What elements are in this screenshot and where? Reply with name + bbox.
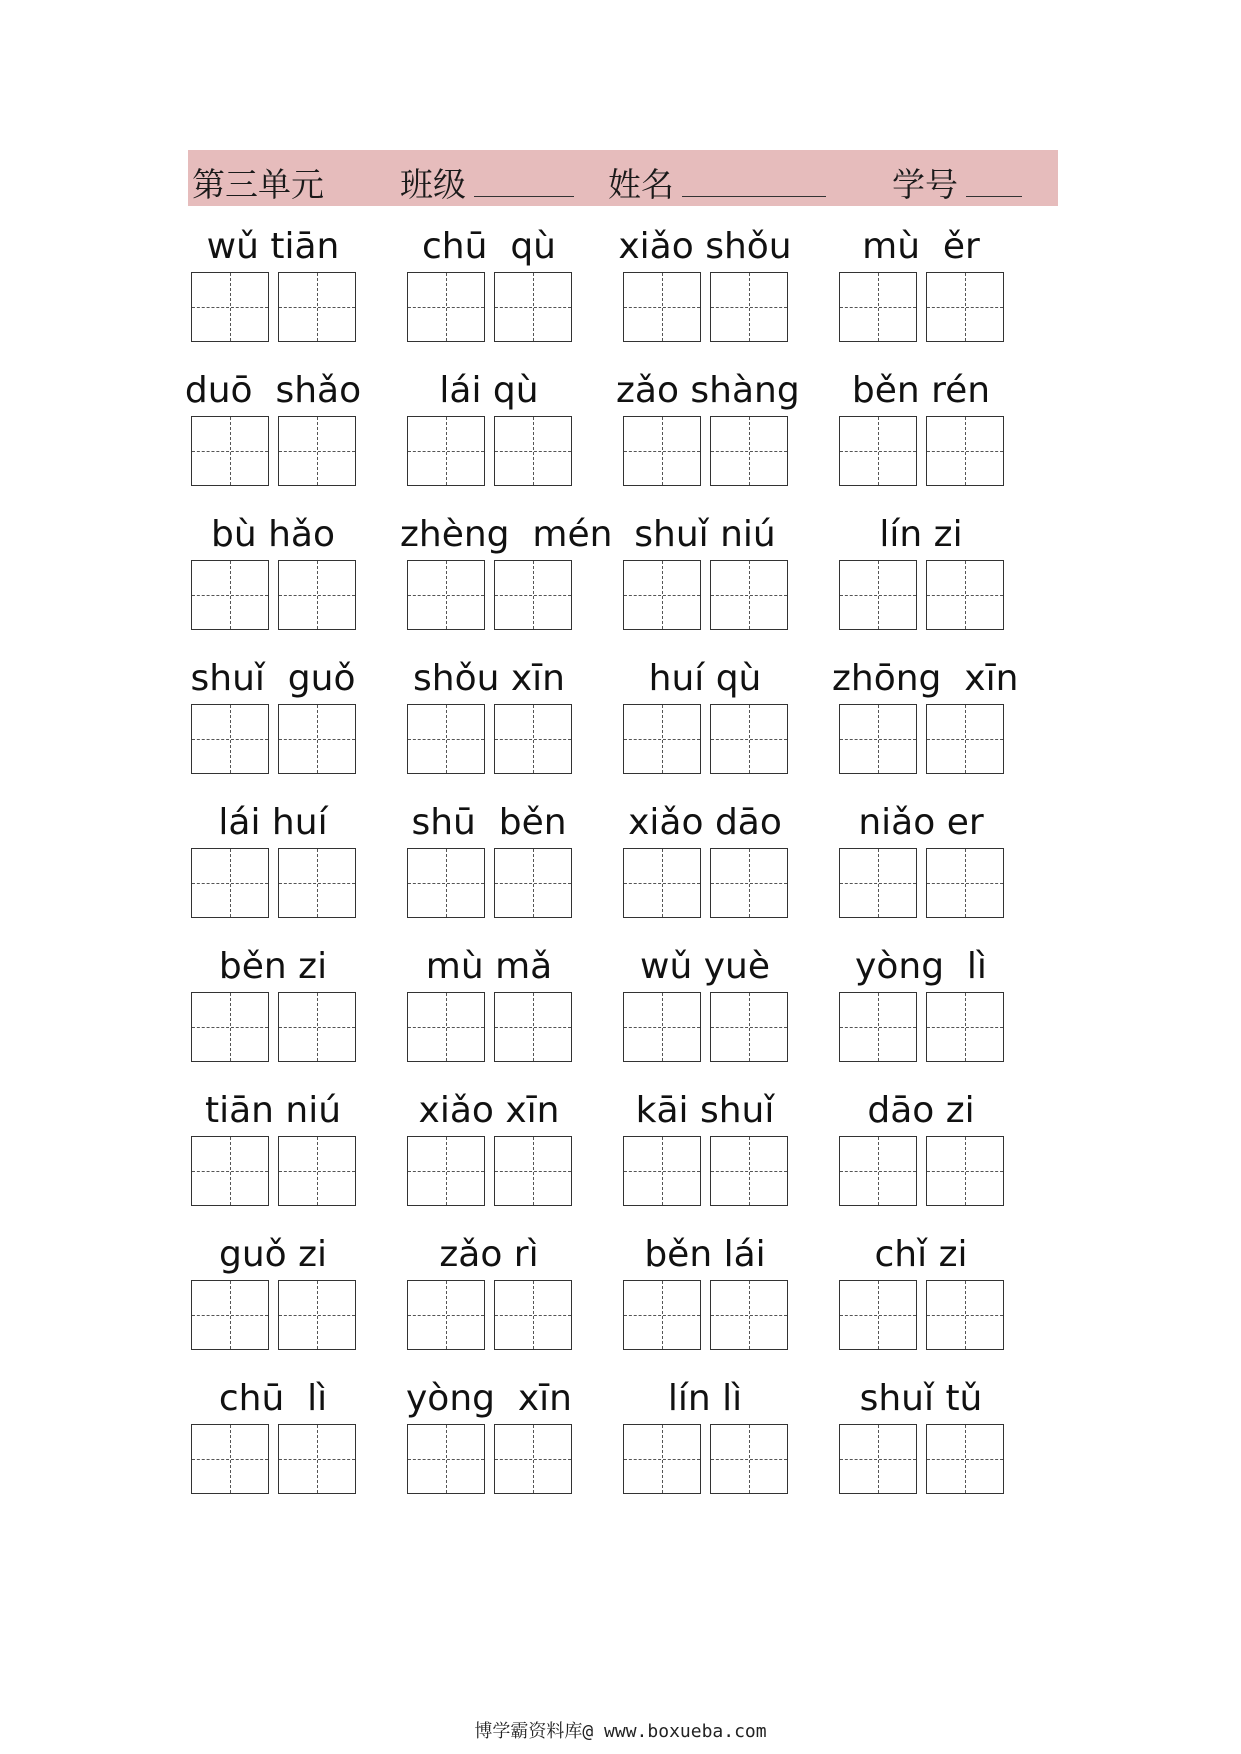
tianzige-box[interactable] xyxy=(191,272,269,342)
tianzige-box[interactable] xyxy=(494,1280,572,1350)
writing-boxes xyxy=(407,992,572,1064)
tianzige-box[interactable] xyxy=(623,848,701,918)
word-row xyxy=(188,1086,1068,1230)
word-cell xyxy=(616,366,836,510)
word-cell xyxy=(404,654,620,798)
pinyin-label: niǎo er xyxy=(858,802,984,843)
pinyin-label: wǔ tiān xyxy=(206,226,340,267)
tianzige-box[interactable] xyxy=(710,848,788,918)
tianzige-box[interactable] xyxy=(926,992,1004,1062)
word-row xyxy=(184,366,1068,510)
pinyin-label: yòng lì xyxy=(855,946,987,987)
tianzige-box[interactable] xyxy=(926,272,1004,342)
pinyin-label: xiǎo dāo xyxy=(628,802,782,843)
pinyin-label: běn rén xyxy=(851,370,991,411)
word-cell xyxy=(400,510,620,654)
tianzige-box[interactable] xyxy=(839,1280,917,1350)
writing-boxes xyxy=(623,560,788,632)
tianzige-box[interactable] xyxy=(710,416,788,486)
word-cell xyxy=(404,1230,620,1374)
writing-boxes xyxy=(839,992,1004,1064)
writing-boxes xyxy=(623,704,788,776)
word-cell xyxy=(620,798,836,942)
pinyin-label: shuǐ tǔ xyxy=(859,1378,983,1419)
name-blank[interactable] xyxy=(682,196,826,197)
word-cell xyxy=(836,1230,1052,1374)
word-cell xyxy=(836,942,1052,1086)
tianzige-box[interactable] xyxy=(623,1424,701,1494)
pinyin-label: zǎo shàng xyxy=(616,370,800,411)
writing-boxes xyxy=(191,560,356,632)
pinyin-label: shū běn xyxy=(411,802,567,843)
pinyin-label: shuǐ niú xyxy=(634,514,776,555)
word-cell xyxy=(832,654,1052,798)
word-cell xyxy=(620,222,836,366)
pinyin-grid xyxy=(184,222,1068,1518)
word-cell xyxy=(188,798,404,942)
pinyin-label: chǐ zi xyxy=(874,1234,968,1275)
tianzige-box[interactable] xyxy=(407,1136,485,1206)
tianzige-box[interactable] xyxy=(839,416,917,486)
word-cell xyxy=(836,1374,1052,1518)
pinyin-label: kāi shuǐ xyxy=(635,1090,775,1131)
word-cell xyxy=(404,366,620,510)
tianzige-box[interactable] xyxy=(191,1136,269,1206)
tianzige-box[interactable] xyxy=(710,560,788,630)
tianzige-box[interactable] xyxy=(623,992,701,1062)
worksheet-header xyxy=(188,150,1058,206)
word-row xyxy=(188,1374,1068,1518)
word-cell xyxy=(836,222,1052,366)
word-cell xyxy=(188,654,404,798)
pinyin-label: zǎo rì xyxy=(439,1234,539,1275)
pinyin-label: duō shǎo xyxy=(184,370,362,411)
writing-boxes xyxy=(839,1280,1004,1352)
pinyin-label: shǒu xīn xyxy=(413,658,565,699)
writing-boxes xyxy=(191,1424,356,1496)
tianzige-box[interactable] xyxy=(191,1280,269,1350)
tianzige-box[interactable] xyxy=(278,272,356,342)
word-cell xyxy=(404,798,620,942)
pinyin-label: lín zi xyxy=(879,514,963,555)
tianzige-box[interactable] xyxy=(278,416,356,486)
pinyin-label: chū qù xyxy=(422,226,556,267)
tianzige-box[interactable] xyxy=(407,704,485,774)
tianzige-box[interactable] xyxy=(278,560,356,630)
tianzige-box[interactable] xyxy=(407,1424,485,1494)
tianzige-box[interactable] xyxy=(494,416,572,486)
footer-watermark: 博学霸资料库@ www.boxueba.com xyxy=(474,1721,767,1742)
tianzige-box[interactable] xyxy=(926,704,1004,774)
word-cell xyxy=(620,1086,836,1230)
writing-boxes xyxy=(839,1424,1004,1496)
word-cell xyxy=(404,1374,620,1518)
word-row xyxy=(188,1230,1068,1374)
tianzige-box[interactable] xyxy=(926,1280,1004,1350)
pinyin-label: bù hǎo xyxy=(210,514,335,555)
pinyin-label: tiān niú xyxy=(204,1090,342,1131)
writing-boxes xyxy=(407,1424,572,1496)
writing-boxes xyxy=(623,1280,788,1352)
word-row xyxy=(188,654,1068,798)
tianzige-box[interactable] xyxy=(710,1280,788,1350)
tianzige-box[interactable] xyxy=(407,848,485,918)
tianzige-box[interactable] xyxy=(710,992,788,1062)
pinyin-label: guǒ zi xyxy=(218,1234,328,1275)
pinyin-label: shuǐ guǒ xyxy=(190,658,356,699)
tianzige-box[interactable] xyxy=(623,1280,701,1350)
word-cell xyxy=(188,1230,404,1374)
pinyin-label: xiǎo xīn xyxy=(418,1090,560,1131)
tianzige-box[interactable] xyxy=(926,848,1004,918)
tianzige-box[interactable] xyxy=(623,272,701,342)
pinyin-label: běn lái xyxy=(644,1234,766,1275)
tianzige-box[interactable] xyxy=(278,1136,356,1206)
word-cell xyxy=(188,222,404,366)
tianzige-box[interactable] xyxy=(710,1424,788,1494)
tianzige-box[interactable] xyxy=(407,560,485,630)
tianzige-box[interactable] xyxy=(710,272,788,342)
id-blank[interactable] xyxy=(966,196,1022,197)
writing-boxes xyxy=(839,848,1004,920)
word-cell xyxy=(620,510,836,654)
pinyin-label: zhōng xīn xyxy=(832,658,1019,699)
tianzige-box[interactable] xyxy=(494,704,572,774)
word-cell xyxy=(184,366,404,510)
word-cell xyxy=(188,942,404,1086)
tianzige-box[interactable] xyxy=(278,992,356,1062)
word-row xyxy=(188,222,1068,366)
writing-boxes xyxy=(623,1424,788,1496)
pinyin-label: xiǎo shǒu xyxy=(618,226,792,267)
word-cell xyxy=(188,1374,404,1518)
tianzige-box[interactable] xyxy=(278,848,356,918)
pinyin-label: dāo zi xyxy=(867,1090,975,1131)
pinyin-label: lín lì xyxy=(667,1378,743,1419)
pinyin-label: běn zi xyxy=(218,946,328,987)
tianzige-box[interactable] xyxy=(926,560,1004,630)
word-cell xyxy=(836,1086,1052,1230)
name-label: 姓名 xyxy=(608,165,674,204)
writing-boxes xyxy=(839,1136,1004,1208)
writing-boxes xyxy=(623,416,788,488)
word-row xyxy=(188,510,1068,654)
tianzige-box[interactable] xyxy=(407,1280,485,1350)
tianzige-box[interactable] xyxy=(191,1424,269,1494)
writing-boxes xyxy=(623,1136,788,1208)
pinyin-label: chū lì xyxy=(218,1378,328,1419)
writing-boxes xyxy=(623,992,788,1064)
tianzige-box[interactable] xyxy=(407,992,485,1062)
word-row xyxy=(188,942,1068,1086)
writing-boxes xyxy=(191,848,356,920)
tianzige-box[interactable] xyxy=(191,704,269,774)
tianzige-box[interactable] xyxy=(494,1136,572,1206)
word-cell xyxy=(836,798,1052,942)
tianzige-box[interactable] xyxy=(494,848,572,918)
tianzige-box[interactable] xyxy=(926,1136,1004,1206)
tianzige-box[interactable] xyxy=(623,560,701,630)
pinyin-label: mù mǎ xyxy=(425,946,553,987)
tianzige-box[interactable] xyxy=(839,1136,917,1206)
tianzige-box[interactable] xyxy=(191,992,269,1062)
tianzige-box[interactable] xyxy=(278,1424,356,1494)
writing-boxes xyxy=(407,1280,572,1352)
writing-boxes xyxy=(623,272,788,344)
tianzige-box[interactable] xyxy=(839,992,917,1062)
tianzige-box[interactable] xyxy=(839,704,917,774)
unit-title: 第三单元 xyxy=(192,165,324,204)
word-cell xyxy=(620,1230,836,1374)
tianzige-box[interactable] xyxy=(623,1136,701,1206)
writing-boxes xyxy=(623,848,788,920)
pinyin-label: mù ěr xyxy=(862,226,980,267)
word-cell xyxy=(404,1086,620,1230)
writing-boxes xyxy=(191,1280,356,1352)
word-cell xyxy=(620,942,836,1086)
word-cell xyxy=(620,1374,836,1518)
tianzige-box[interactable] xyxy=(494,1424,572,1494)
tianzige-box[interactable] xyxy=(926,1424,1004,1494)
tianzige-box[interactable] xyxy=(191,416,269,486)
id-label: 学号 xyxy=(892,165,958,204)
word-cell xyxy=(836,366,1052,510)
class-label: 班级 xyxy=(400,165,466,204)
writing-boxes xyxy=(839,272,1004,344)
word-cell xyxy=(836,510,1052,654)
word-cell xyxy=(188,510,404,654)
tianzige-box[interactable] xyxy=(839,272,917,342)
writing-boxes xyxy=(839,416,1004,488)
tianzige-box[interactable] xyxy=(407,416,485,486)
tianzige-box[interactable] xyxy=(407,272,485,342)
tianzige-box[interactable] xyxy=(839,848,917,918)
tianzige-box[interactable] xyxy=(191,560,269,630)
writing-boxes xyxy=(407,848,572,920)
writing-boxes xyxy=(407,560,572,632)
pinyin-label: wǔ yuè xyxy=(640,946,770,987)
word-cell xyxy=(404,222,620,366)
pinyin-label: lái qù xyxy=(439,370,539,411)
writing-boxes xyxy=(191,416,356,488)
tianzige-box[interactable] xyxy=(278,1280,356,1350)
writing-boxes xyxy=(839,704,1004,776)
writing-boxes xyxy=(191,272,356,344)
tianzige-box[interactable] xyxy=(494,992,572,1062)
writing-boxes xyxy=(839,560,1004,632)
writing-boxes xyxy=(407,416,572,488)
word-cell xyxy=(620,654,836,798)
tianzige-box[interactable] xyxy=(623,416,701,486)
writing-boxes xyxy=(407,704,572,776)
tianzige-box[interactable] xyxy=(839,1424,917,1494)
pinyin-label: yòng xīn xyxy=(405,1378,572,1419)
class-blank[interactable] xyxy=(474,196,574,197)
pinyin-label: zhèng mén xyxy=(400,514,613,555)
tianzige-box[interactable] xyxy=(278,704,356,774)
writing-boxes xyxy=(191,1136,356,1208)
tianzige-box[interactable] xyxy=(191,848,269,918)
tianzige-box[interactable] xyxy=(623,704,701,774)
writing-boxes xyxy=(407,1136,572,1208)
writing-boxes xyxy=(191,992,356,1064)
word-cell xyxy=(188,1086,404,1230)
tianzige-box[interactable] xyxy=(839,560,917,630)
tianzige-box[interactable] xyxy=(494,560,572,630)
word-row xyxy=(188,798,1068,942)
writing-boxes xyxy=(191,704,356,776)
pinyin-label: lái huí xyxy=(218,802,328,843)
tianzige-box[interactable] xyxy=(710,1136,788,1206)
writing-boxes xyxy=(407,272,572,344)
tianzige-box[interactable] xyxy=(926,416,1004,486)
pinyin-label: huí qù xyxy=(648,658,762,699)
tianzige-box[interactable] xyxy=(494,272,572,342)
tianzige-box[interactable] xyxy=(710,704,788,774)
word-cell xyxy=(404,942,620,1086)
